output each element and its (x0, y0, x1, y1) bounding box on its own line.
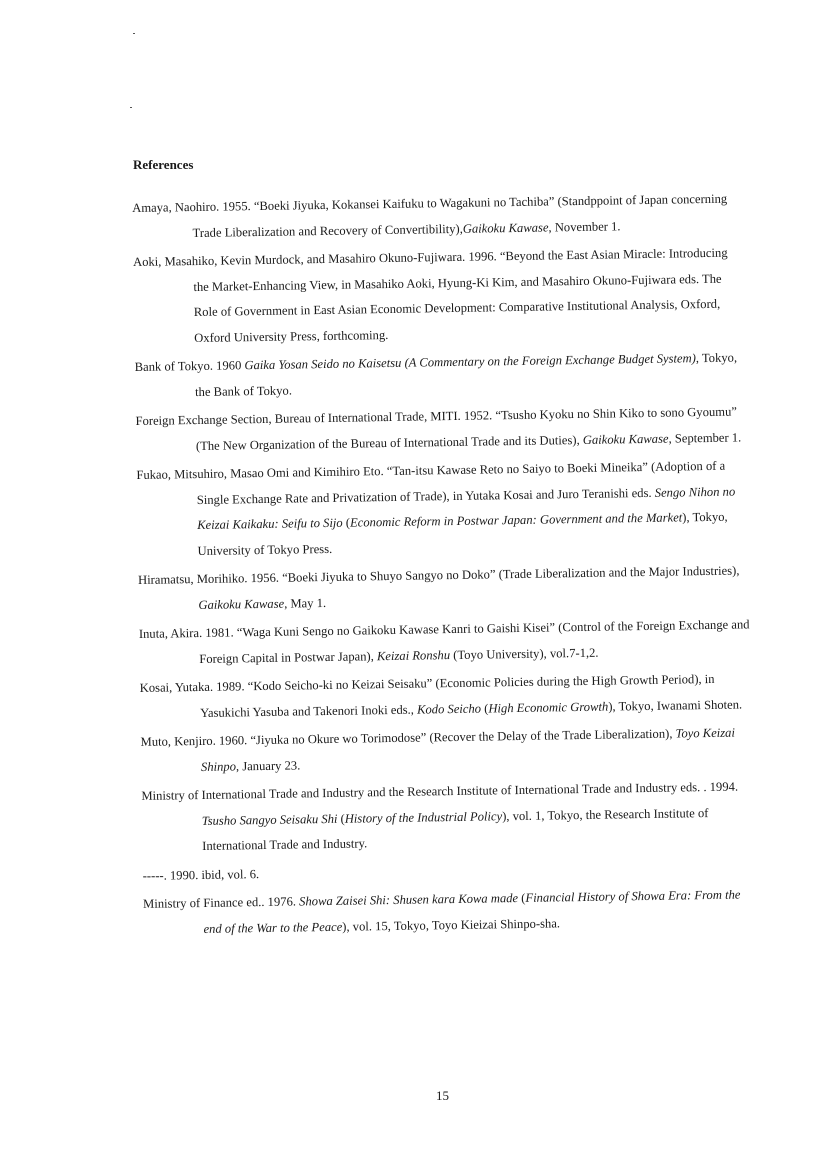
reference-title: Financial History of Showa Era: From the end of the War to the Peace (203, 887, 741, 936)
reference-title: Showa Zaisei Shi: Shusen kara Kowa made (299, 891, 519, 909)
reference-text: Ministry of International Trade and Industry and the Research Institute of International Trade and Industry eds. . 1994. (141, 779, 739, 803)
reference-text: Bank of Tokyo. 1960 (134, 358, 245, 374)
reference-text: Hiramatsu, Morihiko. 1956. “Boeki Jiyuka to Shuyo Sangyo no Doko” (Trade Liberalization and the Major Industries), (137, 563, 740, 587)
reference-text: (Toyo University), vol.7-1,2. (449, 645, 599, 662)
reference-text: ), Tokyo, Iwanami Shoten. (608, 696, 743, 714)
reference-text: Amaya, Naohiro. 1955. “Boeki Jiyuka, Kokansei Kaifuku to Wagakuni no Tachiba” (Standppoint of Japan concerning Trade Liberalization and Recovery of Convertibility), (132, 191, 728, 240)
page-number: 15 (436, 1088, 449, 1103)
reference-title: History of the Industrial Policy (344, 808, 503, 826)
reference-text: , September 1. (668, 429, 742, 446)
reference-text: ), Tokyo, University of Tokyo Press. (197, 509, 728, 558)
reference-title: Gaika Yosan Seido no Kaisetsu (A Commentary on the Foreign Exchange Budget System) (244, 351, 696, 373)
reference-title: Gaikoku Kawase (198, 596, 285, 612)
reference-text: ( (480, 700, 489, 716)
reference-text: ( (342, 515, 351, 530)
reference-entry (138, 558, 751, 619)
reference-text: Aoki, Masahiko, Kevin Murdock, and Masahiro Okuno-Fujiwara. 1996. “Beyond the East Asian Miracle: Introducing the Market-Enhancing View, in Masahiko Aoki, Hyung-Ki Kim, and Masahiro Okuno-Fujiwara eds. The Role of Government in East Asian Economic Development: Comparative Institutional Analysis, Oxford, Oxford University Press, forthcoming. (132, 245, 728, 345)
reference-entry (140, 666, 753, 727)
reference-text: ( (517, 890, 526, 906)
reference-entry (133, 240, 747, 352)
reference-text: ( (337, 811, 345, 826)
reference-title: Gaikoku Kawase (582, 431, 669, 447)
reference-title: Kodo Seicho (416, 701, 482, 717)
reference-text: , November 1. (548, 218, 621, 234)
reference-text: ), vol. 15, Tokyo, Toyo Kieizai Shinpo-sha. (342, 915, 561, 934)
reference-title: Tsusho Sangyo Seisaku Shi (201, 811, 338, 828)
reference-list (132, 186, 756, 946)
reference-entry (141, 774, 754, 860)
reference-text: Foreign Exchange Section, Bureau of International Trade, MITI. 1952. “Tsusho Kyoku no Shin Kiko to sono Gyoumu” (The New Organization of the Bureau of International Trade and its Duties), (135, 404, 738, 453)
reference-text: Fukao, Mitsuhiro, Masao Omi and Kimihiro Eto. “Tan-itsu Kawase Reto no Saiyo to Boeki Mineika” (Adoption of a Single Exchange Rate and Privatization of Trade), in Yutaka Kosai and Juro Teranishi eds. (136, 458, 726, 507)
scan-speck (133, 33, 135, 34)
reference-title: Gaikoku Kawase (462, 219, 549, 236)
scan-speck (130, 107, 132, 108)
reference-entry (136, 453, 750, 565)
reference-entry (140, 720, 753, 781)
reference-entry (143, 882, 756, 943)
reference-title: High Economic Growth (488, 699, 609, 715)
reference-text: Ministry of Finance ed.. 1976. (143, 894, 300, 911)
reference-text: , May 1. (284, 595, 327, 611)
reference-entry (139, 612, 752, 673)
reference-title: Toyo Keizai Shinpo (200, 725, 736, 774)
reference-entry (135, 399, 748, 460)
reference-text: -----. 1990. ibid, vol. 6. (142, 866, 260, 883)
references-heading: References (133, 157, 194, 172)
reference-text: , Tokyo, the Bank of Tokyo. (194, 350, 738, 399)
reference-text: Inuta, Akira. 1981. “Waga Kuni Sengo no Gaikoku Kawase Kanri to Gaishi Kisei” (Control of the Foreign Exchange and Foreign Capital in Postwar Japan), (138, 617, 750, 666)
reference-title: Keizai Ronshu (376, 647, 451, 663)
reference-text: , January 23. (235, 757, 301, 773)
reference-entry (132, 186, 745, 247)
reference-text: ), vol. 1, Tokyo, the Research Institute of International Trade and Industry. (202, 805, 709, 853)
reference-title: Sengo Nihon no Keizai Kaikaku: Seifu to Sijo (197, 484, 736, 533)
reference-entry (134, 345, 747, 406)
reference-title: Economic Reform in Postwar Japan: Government and the Market (349, 510, 683, 530)
reference-text: Kosai, Yutaka. 1989. “Kodo Seicho-ki no Keizai Seisaku” (Economic Policies during the High Growth Period), in Yasukichi Yasuba and Takenori Inoki eds., (139, 671, 715, 720)
reference-text: Muto, Kenjiro. 1960. “Jiyuka no Okure wo Torimodose” (Recover the Delay of the Trade Liberalization), (140, 726, 676, 749)
